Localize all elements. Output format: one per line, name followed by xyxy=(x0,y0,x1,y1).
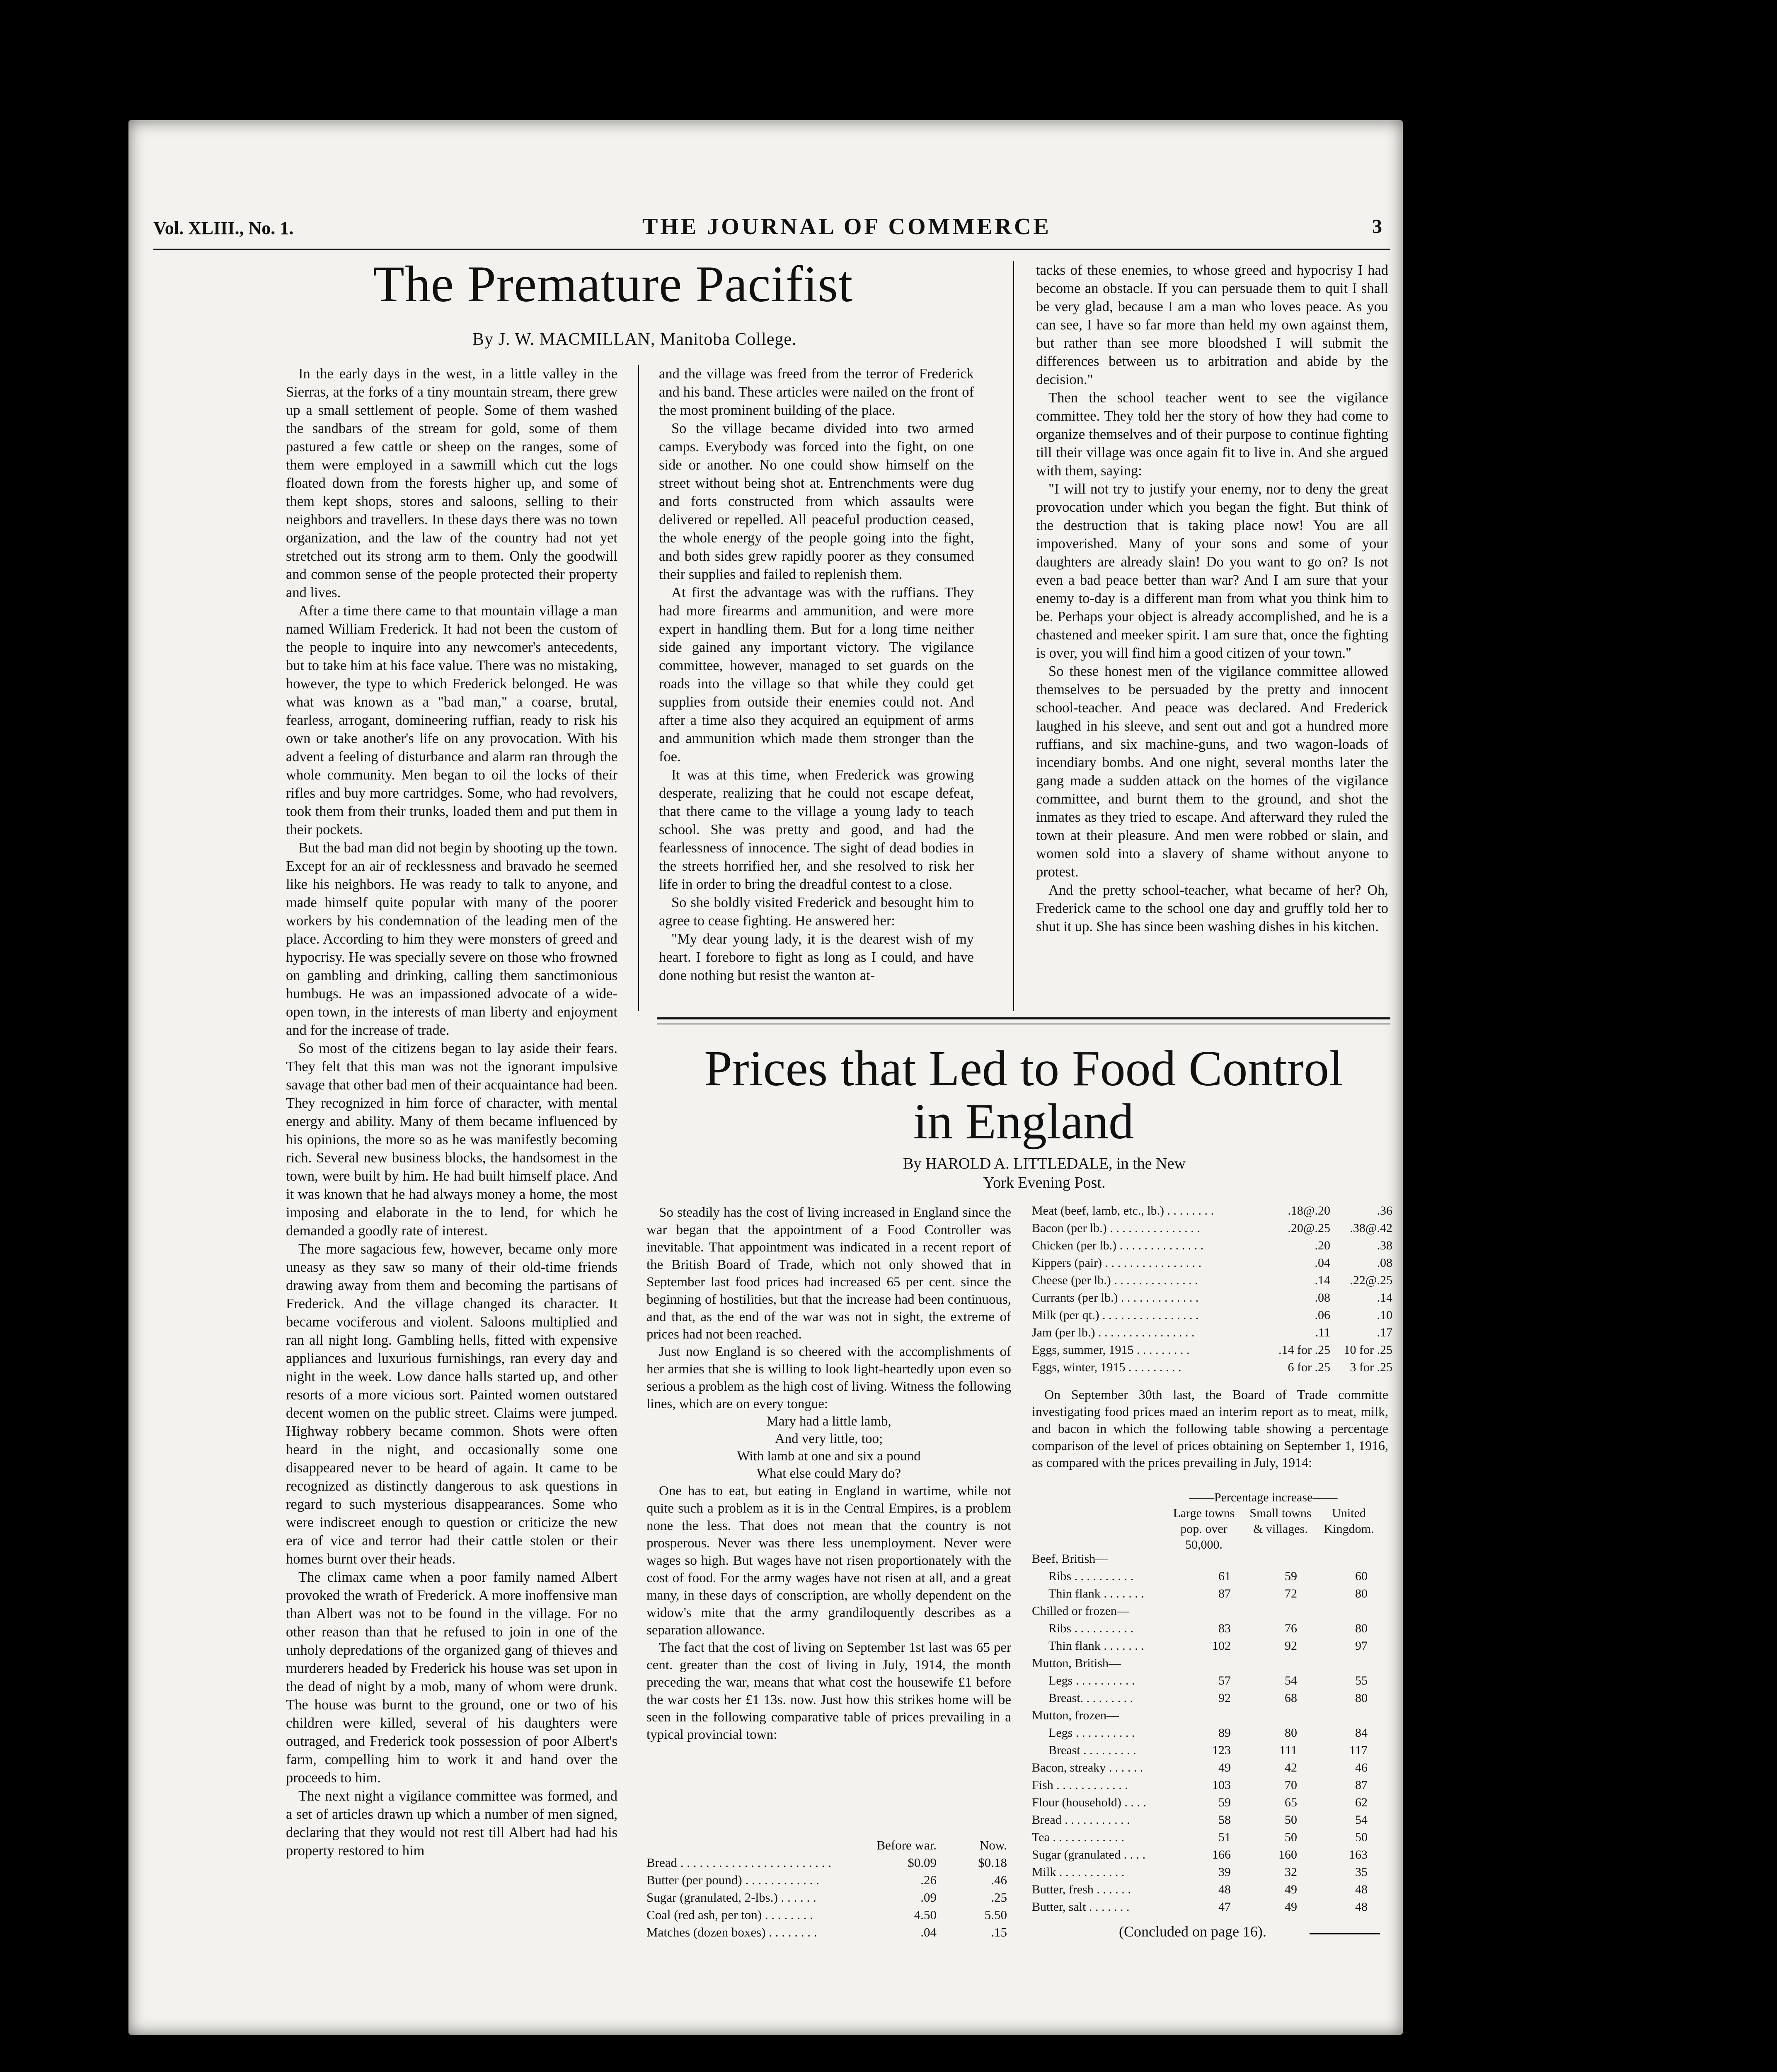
percentage-table xyxy=(1032,1552,1392,1917)
paragraph: "My dear young lady, it is the dearest wish of my heart. I forebore to fight as long as I could, and have done nothing but resist the wanton at- xyxy=(659,931,974,983)
table-cell: .04 xyxy=(920,1925,937,1939)
table-row-label: Flour (household) . . . . xyxy=(1032,1796,1146,1809)
table-cell: 50 xyxy=(1285,1813,1297,1827)
table-cell: 123 xyxy=(1212,1743,1231,1757)
table-cell: 47 xyxy=(1218,1900,1231,1914)
table-row-label: Jam (per lb.) . . . . . . . . . . . . . . . . xyxy=(1032,1326,1195,1339)
paragraph: The next night a vigilance committee was formed, and a set of articles drawn up which a number of men signed, declaring that they would not rest till Albert had had his property restored to him xyxy=(286,1788,617,1859)
table-row-label: Ribs . . . . . . . . . . xyxy=(1048,1622,1134,1635)
table-cell: 3 for .25 xyxy=(1350,1360,1392,1374)
table-row xyxy=(1032,1273,1392,1291)
table-cell: 49 xyxy=(1285,1900,1297,1914)
table-cell: 117 xyxy=(1349,1743,1368,1757)
table-cell: 6 for .25 xyxy=(1288,1360,1330,1374)
table-cell: 111 xyxy=(1279,1743,1297,1757)
table-cell: 65 xyxy=(1285,1796,1297,1809)
table-cell: .14 xyxy=(1377,1291,1392,1305)
table-cell: 68 xyxy=(1285,1691,1297,1705)
table-cell: 80 xyxy=(1355,1622,1368,1635)
table-row-label: Butter (per pound) . . . . . . . . . . . . xyxy=(646,1873,819,1887)
table-cell: 46 xyxy=(1355,1761,1368,1774)
table-cell: 55 xyxy=(1355,1674,1368,1687)
table-row xyxy=(1032,1691,1392,1709)
table-cell: 57 xyxy=(1218,1674,1231,1687)
table-row xyxy=(1032,1343,1392,1360)
table-row-label: Bread . . . . . . . . . . . xyxy=(1032,1813,1130,1827)
table-cell: 61 xyxy=(1218,1569,1231,1583)
table-row-label: Beef, British— xyxy=(1032,1552,1108,1566)
table-cell: $0.09 xyxy=(908,1855,937,1870)
paragraph: On September 30th last, the Board of Trade committe investigating food prices maed an interim report as to meat, milk, and bacon in which the following table showing a percentage comparison of the level of prices obtaining on September 1, 1916, as compared with the prices prevailing in July, 1914: xyxy=(1032,1387,1388,1470)
table-row xyxy=(1032,1674,1392,1691)
table-row xyxy=(1032,1778,1392,1796)
table-row xyxy=(1032,1326,1392,1343)
table-row-label: Milk (per qt.) . . . . . . . . . . . . . . . . xyxy=(1032,1308,1199,1322)
article2-byline xyxy=(858,1154,1231,1192)
table-row-label: Sugar (granulated, 2-lbs.) . . . . . . xyxy=(646,1890,816,1905)
table-cell: .36 xyxy=(1377,1204,1392,1218)
paragraph: After a time there came to that mountain village a man named William Frederick. It had not been the custom of the people to inquire into any newcomer's antecedents, but to take him at his face value. There was no mistaking, however, the type to which Frederick belonged. He was what was known as a "bad man," a coarse, brutal, fearless, arrogant, domineering ruffian, ready to risk his own or take another's life on any provocation. With his advent a feeling of disturbance and alarm ran through the whole community. Men began to oil the locks of their rifles and buy more cartridges. Some, who had revolvers, took them from their trunks, loaded them and put them in their pockets. xyxy=(286,603,617,838)
table-row xyxy=(1032,1256,1392,1273)
table-cell: .18@.20 xyxy=(1288,1204,1330,1218)
table-cell: .20 xyxy=(1315,1239,1330,1252)
table-cell: 166 xyxy=(1212,1848,1231,1861)
paragraph: In the early days in the west, in a little valley in the Sierras, at the forks of a tiny mountain stream, there grew up a small settlement of people. Some of them washed the sandbars of the stream for gold, some of them pastured a few cattle or sheep on the ranges, some of them were employed in a sawmill which cut the logs floated down from the forests higher up, and some of them kept shops, stores and saloons, selling to their neighbors and travellers. In these days there was no town organization, and the law of the country had not yet stretched out its strong arm to them. Only the goodwill and common sense of the people protected their property and lives. xyxy=(286,366,617,600)
table-row-label: Tea . . . . . . . . . . . . xyxy=(1032,1830,1124,1844)
table-cell: 49 xyxy=(1218,1761,1231,1774)
table-row-label: Legs . . . . . . . . . . xyxy=(1048,1726,1135,1740)
column-divider xyxy=(1013,261,1014,1011)
table3-col1-header: Large towns pop. over 50,000. xyxy=(1173,1506,1235,1552)
table-cell: 35 xyxy=(1355,1865,1368,1879)
table-row-label: Bacon (per lb.) . . . . . . . . . . . . . . . xyxy=(1032,1221,1200,1235)
price-table-food xyxy=(1032,1204,1392,1378)
table-cell: .14 for .25 xyxy=(1278,1343,1330,1357)
table-row-label: Mutton, frozen— xyxy=(1032,1709,1119,1722)
table-row-label: Fish . . . . . . . . . . . . xyxy=(1032,1778,1128,1792)
table-cell: .06 xyxy=(1315,1308,1330,1322)
table-cell: 97 xyxy=(1355,1639,1368,1653)
column-divider xyxy=(638,365,639,1011)
table-row-label: Bread . . . . . . . . . . . . . . . . . . . . . . . . xyxy=(646,1855,832,1870)
journal-title: THE JOURNAL OF COMMERCE xyxy=(642,214,1051,240)
table-row xyxy=(646,1855,1011,1873)
table-row-label: Sugar (granulated . . . . xyxy=(1032,1848,1146,1861)
table-cell: .26 xyxy=(920,1873,937,1887)
table-cell: .25 xyxy=(991,1890,1007,1905)
table-cell: 84 xyxy=(1355,1726,1368,1740)
table-cell: 163 xyxy=(1349,1848,1368,1861)
table-row xyxy=(1032,1308,1392,1326)
table-row xyxy=(1032,1709,1392,1726)
table-cell: 87 xyxy=(1218,1587,1231,1600)
table-row xyxy=(646,1925,1011,1942)
table-row xyxy=(1032,1552,1392,1569)
table-row xyxy=(1032,1848,1392,1865)
paragraph: The fact that the cost of living on September 1st last was 65 per cent. greater than the cost of living in July, 1914, the month preceding the war, means that what cost the housewife £1 before the war costs her £1 13s. now. Just how this strikes home will be seen in the following comparative table of prices prevailing in a typical provincial town: xyxy=(646,1640,1011,1742)
article1-column-1 xyxy=(286,365,617,1860)
table-row xyxy=(1032,1604,1392,1622)
bottom-rule xyxy=(1310,1933,1380,1934)
paragraph: So these honest men of the vigilance committee allowed themselves to be persuaded by the pretty and innocent school-teacher. And peace was declared. And Frederick laughed in his sleeve, and sent out and got a hundred more ruffians, and six machine-guns, and two wagon-loads of incendiary bombs. And one night, several months later the gang made a sudden attack on the homes of the vigilance committee, and burnt them to the ground, and shot the inmates as they tried to escape. And afterward they ruled the town at their pleasure. And men were robbed or slain, and women sold into a slavery of shame without anyone to protest. xyxy=(1036,663,1388,880)
table-cell: 72 xyxy=(1285,1587,1297,1600)
table-cell: 54 xyxy=(1355,1813,1368,1827)
table-cell: 76 xyxy=(1285,1622,1297,1635)
price-table-town xyxy=(646,1838,1011,1942)
table-cell: 50 xyxy=(1285,1830,1297,1844)
article1-column-3 xyxy=(1036,261,1388,936)
table-cell: .38@.42 xyxy=(1350,1221,1392,1235)
table-row xyxy=(1032,1656,1392,1674)
table-cell: 60 xyxy=(1355,1569,1368,1583)
table-cell: .14 xyxy=(1315,1273,1330,1287)
table-cell: 80 xyxy=(1355,1691,1368,1705)
paragraph: What else could Mary do? xyxy=(756,1466,901,1481)
table-row-label: Breast . . . . . . . . . xyxy=(1048,1743,1136,1757)
table-cell: 42 xyxy=(1285,1761,1297,1774)
table-cell: 10 for .25 xyxy=(1344,1343,1392,1357)
table-cell: 80 xyxy=(1285,1726,1297,1740)
paragraph: Mary had a little lamb, xyxy=(766,1414,891,1429)
paragraph: Just now England is so cheered with the accomplishments of her armies that she is willing to look light-heartedly upon even so serious a problem as the high cost of living. Witness the following lines, which are on every tongue: xyxy=(646,1344,1011,1411)
paragraph: At first the advantage was with the ruffians. They had more firearms and ammunition, and were more expert in handling them. But for a long time neither side gained any important victory. The vigilance committee, however, managed to set guards on the roads into the village so that while they could get supplies from outside their enemies could not. And after a time also they acquired an equipment of arms and ammunition which made them stronger than the foe. xyxy=(659,585,974,765)
article2-title-line1: Prices that Led to Food Control xyxy=(704,1041,1343,1097)
article2-column-2-text xyxy=(1032,1386,1388,1471)
table-row xyxy=(1032,1221,1392,1239)
table-row-label: Matches (dozen boxes) . . . . . . . . xyxy=(646,1925,817,1939)
table-column-header: Now. xyxy=(979,1838,1007,1852)
table-cell: 160 xyxy=(1278,1848,1297,1861)
table-row xyxy=(1032,1813,1392,1830)
page-header xyxy=(153,205,1390,251)
table-cell: 39 xyxy=(1218,1865,1231,1879)
table-row xyxy=(1032,1360,1392,1378)
table-row-label: Thin flank . . . . . . . xyxy=(1048,1639,1144,1653)
table-row xyxy=(1032,1569,1392,1587)
table-cell: 62 xyxy=(1355,1796,1368,1809)
paragraph: One has to eat, but eating in England in wartime, while not quite such a problem as it is in the Central Empires, is a problem none the less. That does not mean that the country is not prosperous. Never was there less unemployment. Never were wages so high. But wages have not risen proportionately with the cost of food. For the army wages have not risen at all, and a great many, in these days of conscription, are wholly dependent on the widow's mite that the army grandiloquently describes as a separation allowance. xyxy=(646,1484,1011,1638)
table-cell: 49 xyxy=(1285,1883,1297,1896)
table3-col2-header: Small towns & villages. xyxy=(1249,1506,1312,1536)
table-row-label: Breast. . . . . . . . . xyxy=(1048,1691,1133,1705)
table-cell: 89 xyxy=(1218,1726,1231,1740)
table-cell: 58 xyxy=(1218,1813,1231,1827)
table-row-label: Chicken (per lb.) . . . . . . . . . . . . . . xyxy=(1032,1239,1204,1252)
table-row-label: Bacon, streaky . . . . . . xyxy=(1032,1761,1143,1774)
article-byline: By J. W. MACMILLAN, Manitoba College. xyxy=(472,330,797,349)
table-row xyxy=(646,1907,1011,1925)
table-cell: .08 xyxy=(1315,1291,1330,1305)
table-row xyxy=(1032,1865,1392,1883)
paragraph: The more sagacious few, however, became only more uneasy as they saw so many of their old-time friends drawing away from them and becoming the partisans of Frederick. And the village changed its character. It became vociferous and violent. Saloons multiplied and ran all night long. Gambling hells, fitted with expensive appliances and luxurious furnishings, ran every day and night in the week. Low dance halls started up, and other resorts of a more vicious sort. Painted women outstared decent women on the public street. Claims were jumped. Highway robbery became common. Shots were often heard in the night, and occasionally some one disappeared never to be heard of again. It came to be recognized as distinctly dangerous to ask questions in regard to such mysterious disappearances. Some who were indiscreet enough to question or criticize the new era of vice and terror had their cattle stolen or their homes burnt over their heads. xyxy=(286,1241,617,1567)
table-row xyxy=(1032,1587,1392,1604)
table-row xyxy=(1032,1291,1392,1308)
table-row-label: Mutton, British— xyxy=(1032,1656,1121,1670)
table-cell: 70 xyxy=(1285,1778,1297,1792)
table-row xyxy=(1032,1761,1392,1778)
paragraph: It was at this time, when Frederick was growing desperate, realizing that he could not escape defeat, that there came to the village a young lady to teach school. She was pretty and good, and had the fearlessness of innocence. The sight of dead bodies in the streets horrified her, and she resolved to risk her life in order to bring the dreadful contest to a close. xyxy=(659,767,974,892)
article2-byline-line1: By HAROLD A. LITTLEDALE, in the New xyxy=(903,1155,1186,1172)
table3-span-header: ——Percentage increase—— xyxy=(1189,1491,1338,1504)
table-row xyxy=(646,1890,1011,1907)
paragraph: So the village became divided into two armed camps. Everybody was forced into the fight, on one side or another. No one could show himself on the street without being shot at. Entrenchments were dug and forts constructed from which assaults were delivered or repelled. All peaceful production ceased, the whole energy of the people going into the fight, and both sides grew rapidly poorer as they consumed their supplies and failed to replenish them. xyxy=(659,421,974,582)
table-cell: .08 xyxy=(1377,1256,1392,1270)
table-row-label: Legs . . . . . . . . . . xyxy=(1048,1674,1135,1687)
table-cell: $0.18 xyxy=(978,1855,1007,1870)
table-row-label: Ribs . . . . . . . . . . xyxy=(1048,1569,1134,1583)
table-cell: 102 xyxy=(1212,1639,1231,1653)
paragraph: "I will not try to justify your enemy, nor to deny the great provocation under which you began the fight. But think of the destruction that is taking place now! You are all impoverished. Many of your sons and some of your daughters are already slain! Do you want to go on? Is not even a bad peace better than war? And I am sure that your enemy to-day is a different man from what you think him to be. Perhaps your object is already accomplished, and he is a chastened and meeker spirit. I am sure that, once the fighting is over, you will find him a good citizen of your town." xyxy=(1036,481,1388,661)
table-row xyxy=(1032,1743,1392,1761)
table-cell: .15 xyxy=(991,1925,1007,1939)
table-row xyxy=(1032,1883,1392,1900)
paragraph: So steadily has the cost of living increased in England since the war began that the appointment of a Food Controller was inevitable. That appointment was indicated in a recent report of the British Board of Trade, which not only showed that in September last food prices had increased 65 per cent. since the beginning of hostilities, but that the increase had been continuous, and that, as the end of the war was not in sight, the extreme of prices had not been reached. xyxy=(646,1205,1011,1342)
table-cell: .22@.25 xyxy=(1350,1273,1392,1287)
table-cell: 92 xyxy=(1285,1639,1297,1653)
table-cell: .09 xyxy=(920,1890,937,1905)
table-cell: 92 xyxy=(1218,1691,1231,1705)
page-number: 3 xyxy=(1372,215,1382,237)
table-row xyxy=(1032,1239,1392,1256)
paragraph: tacks of these enemies, to whose greed and hypocrisy I had become an obstacle. If you can persuade them to quit I shall be very glad, because I am a man who loves peace. As you can see, I have so far more than held my own against them, but rather than see more bloodshed I will submit the differences between us to arbitration and abide by the decision." xyxy=(1036,262,1388,387)
paragraph: With lamb at one and six a pound xyxy=(737,1449,921,1464)
table-cell: 48 xyxy=(1355,1883,1368,1896)
paragraph: And the pretty school-teacher, what became of her? Oh, Frederick came to the school one day and gruffly told her to shut it up. She has since been washing dishes in his kitchen. xyxy=(1036,882,1388,934)
table-cell: 59 xyxy=(1218,1796,1231,1809)
table-row-label: Butter, salt . . . . . . . xyxy=(1032,1900,1130,1914)
article-title: The Premature Pacifist xyxy=(373,256,853,312)
paragraph: So she boldly visited Frederick and besought him to agree to cease fighting. He answered her: xyxy=(659,895,974,929)
table-cell: .10 xyxy=(1377,1308,1392,1322)
table-row xyxy=(646,1873,1011,1890)
paragraph: And very little, too; xyxy=(775,1431,883,1446)
article2-column-1 xyxy=(646,1204,1011,1743)
table-cell: 87 xyxy=(1355,1778,1368,1792)
table-cell: .38 xyxy=(1377,1239,1392,1252)
continuation-note: (Concluded on page 16). xyxy=(1119,1923,1266,1940)
table-header-row xyxy=(646,1838,1011,1855)
table-cell: 54 xyxy=(1285,1674,1297,1687)
table-row xyxy=(1032,1639,1392,1656)
table-row xyxy=(1032,1204,1392,1221)
table-row-label: Thin flank . . . . . . . xyxy=(1048,1587,1144,1600)
table-row-label: Meat (beef, lamb, etc., lb.) . . . . . . . . xyxy=(1032,1204,1214,1218)
table-row xyxy=(1032,1622,1392,1639)
table-row-label: Milk . . . . . . . . . . . xyxy=(1032,1865,1125,1879)
table-row-label: Chilled or frozen— xyxy=(1032,1604,1129,1618)
table-row-label: Eggs, winter, 1915 . . . . . . . . . xyxy=(1032,1360,1181,1374)
table-cell: 59 xyxy=(1285,1569,1297,1583)
volume-label: Vol. XLIII., No. 1. xyxy=(153,218,294,238)
section-rule xyxy=(657,1017,1390,1019)
table-row-label: Kippers (pair) . . . . . . . . . . . . . . . . xyxy=(1032,1256,1202,1270)
table-column-header: Before war. xyxy=(876,1838,937,1852)
table-cell: .11 xyxy=(1315,1326,1330,1339)
table-cell: 103 xyxy=(1212,1778,1231,1792)
table-cell: 32 xyxy=(1285,1865,1297,1879)
paragraph: But the bad man did not begin by shooting up the town. Except for an air of recklessness and bravado he seemed like his neighbors. He was ready to talk to anyone, and made himself quite popular with many of the poorer workers by his condemnation of the leading men of the place. According to him they were monsters of greed and hypocrisy. He was specially severe on those who frowned on gambling and drinking, calling them sanctimonious humbugs. He was an impassioned advocate of a wide-open town, in the interests of man liberty and enjoyment and for the increase of trade. xyxy=(286,840,617,1038)
table-row-label: Currants (per lb.) . . . . . . . . . . . . . xyxy=(1032,1291,1199,1305)
article2-title-line2: in England xyxy=(913,1094,1134,1150)
paragraph: So most of the citizens began to lay aside their fears. They felt that this man was not the ignorant impulsive savage that other bad men of their acquaintance had been. They recognized in him force of character, with mental energy and ability. Many of them became influenced by his opinions, the more so as he was manifestly becoming rich. Several new business blocks, the handsomest in the town, were built by him. He had built himself place. And it was known that he had always money a home, the most imposing and elaborate in the to lend, for which he demanded a goodly rate of interest. xyxy=(286,1041,617,1239)
table-cell: 83 xyxy=(1218,1622,1231,1635)
table-row xyxy=(1032,1796,1392,1813)
table-cell: .46 xyxy=(991,1873,1007,1887)
percentage-table-header xyxy=(1032,1490,1392,1552)
table-cell: 48 xyxy=(1218,1883,1231,1896)
table3-col3-header: United Kingdom. xyxy=(1324,1506,1374,1536)
table-cell: 48 xyxy=(1355,1900,1368,1914)
table-row xyxy=(1032,1726,1392,1743)
table-cell: 4.50 xyxy=(914,1907,937,1922)
table-row-label: Coal (red ash, per ton) . . . . . . . . xyxy=(646,1907,813,1922)
table-row-label: Butter, fresh . . . . . . xyxy=(1032,1883,1131,1896)
table-row-label: Eggs, summer, 1915 . . . . . . . . . xyxy=(1032,1343,1190,1357)
table-cell: .17 xyxy=(1377,1326,1392,1339)
paragraph: and the village was freed from the terror of Frederick and his band. These articles were nailed on the front of the most prominent building of the place. xyxy=(659,366,974,418)
paragraph: Then the school teacher went to see the vigilance committee. They told her the story of how they had come to organize themselves and of their purpose to continue fighting till their village was once again fit to live in. And she argued with them, saying: xyxy=(1036,390,1388,479)
table-cell: 50 xyxy=(1355,1830,1368,1844)
table-cell: 80 xyxy=(1355,1587,1368,1600)
article2-byline-line2: York Evening Post. xyxy=(983,1174,1106,1191)
article1-column-2 xyxy=(659,365,974,985)
table-cell: 51 xyxy=(1218,1830,1231,1844)
table-row xyxy=(1032,1900,1392,1917)
table-cell: 5.50 xyxy=(984,1907,1007,1922)
header-rule xyxy=(153,249,1390,250)
table-cell: .04 xyxy=(1315,1256,1330,1270)
paragraph: The climax came when a poor family named Albert provoked the wrath of Frederick. A more inoffensive man than Albert was not to be found in the village. For no other reason than that he refused to join in one of the unholy depredations of the organized gang of thieves and murderers headed by Frederick his house was set upon in the dead of night by a mob, many of whom were drunk. The house was burnt to the ground, one or two of his children were killed, several of his daughters were outraged, and Frederick took possession of poor Albert's farm, compelling him to work it and hand over the proceeds to him. xyxy=(286,1569,617,1786)
table-row xyxy=(1032,1830,1392,1848)
table-cell: .20@.25 xyxy=(1288,1221,1330,1235)
article2-title xyxy=(657,1042,1390,1148)
table-row-label: Cheese (per lb.) . . . . . . . . . . . . . . xyxy=(1032,1273,1198,1287)
